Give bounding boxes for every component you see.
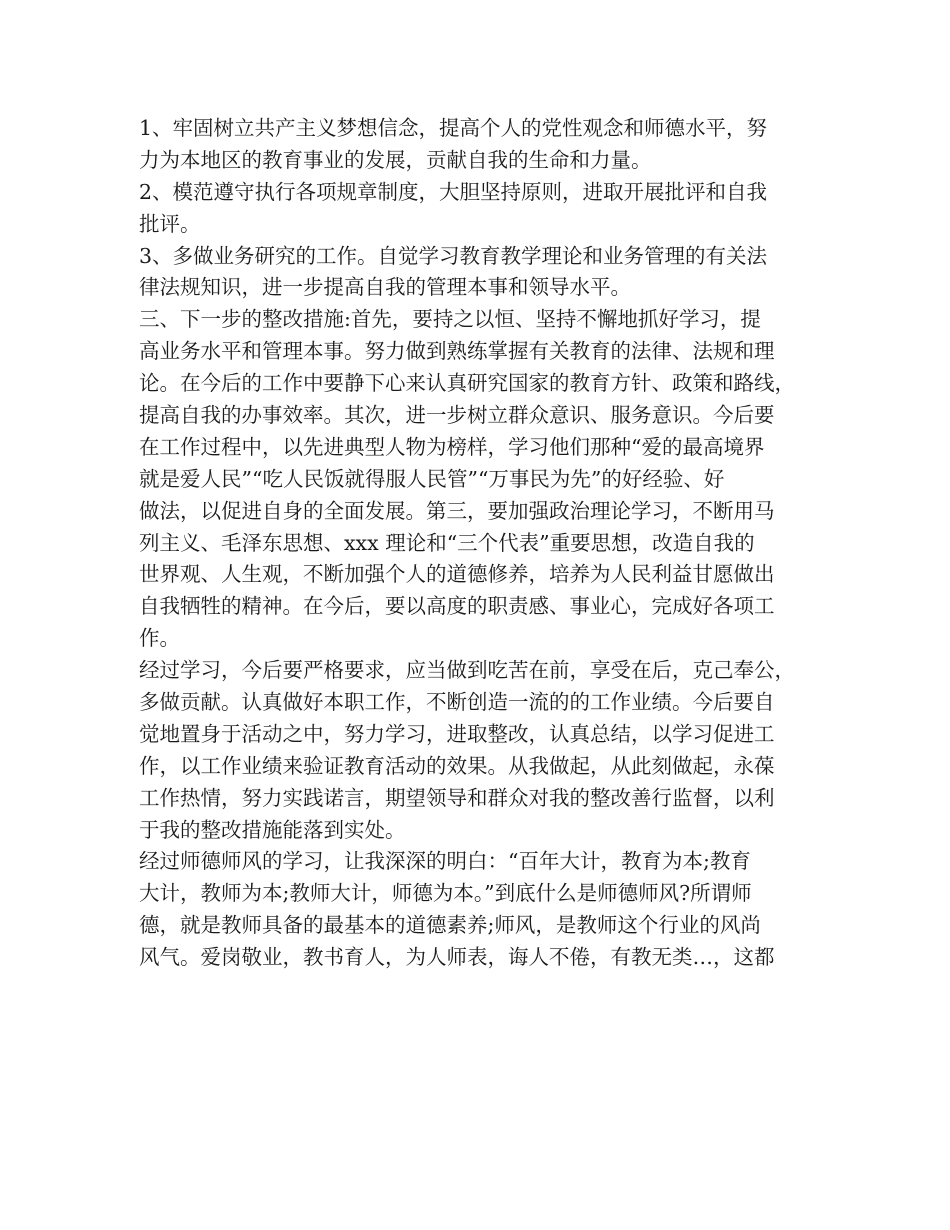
text-line: 工作热情，努力实践诺言，期望领导和群众对我的整改善行监督，以利 xyxy=(139,785,775,810)
document-body xyxy=(139,113,829,974)
text-line: 在工作过程中，以先进典型人物为榜样，学习他们那种“爱的最高境界 xyxy=(139,434,765,459)
text-line: 列主义、毛泽东思想、xxx 理论和“三个代表”重要思想，改造自我的 xyxy=(139,530,755,555)
text-line: 批评。 xyxy=(139,211,201,236)
text-line: 自我牺牲的精神。在今后，要以高度的职责感、事业心，完成好各项工 xyxy=(139,594,775,619)
text-line: 力为本地区的教育事业的发展，贡献自我的生命和力量。 xyxy=(139,147,652,172)
text-line: 于我的整改措施能落到实处。 xyxy=(139,817,406,842)
text-line: 三、下一步的整改措施:首先，要持之以恒、坚持不懈地抓好学习，提 xyxy=(139,307,761,332)
text-line: 世界观、人生观，不断加强个人的道德修养，培养为人民利益甘愿做出 xyxy=(139,562,775,587)
text-line: 2、模范遵守执行各项规章制度，大胆坚持原则，进取开展批评和自我 xyxy=(139,179,768,204)
text-line: 经过学习，今后要严格要求，应当做到吃苦在前，享受在后，克己奉公， xyxy=(139,658,795,683)
text-line: 多做贡献。认真做好本职工作，不断创造一流的的工作业绩。今后要自 xyxy=(139,690,775,715)
text-line: 做法，以促进自身的全面发展。第三，要加强政治理论学习，不断用马 xyxy=(139,498,775,523)
text-line: 1、牢固树立共产主义梦想信念，提高个人的党性观念和师德水平，努 xyxy=(139,116,768,140)
text-line: 作。 xyxy=(139,626,180,651)
text-line: 风气。爱岗敬业，教书育人，为人师表，诲人不倦，有教无类…，这都 xyxy=(139,945,775,970)
text-line: 德，就是教师具备的最基本的道德素养;师风，是教师这个行业的风尚 xyxy=(139,913,761,938)
text-line: 就是爱人民”“吃人民饭就得服人民管”“万事民为先”的好经验、好 xyxy=(139,466,725,491)
text-line: 作，以工作业绩来验证教育活动的效果。从我做起，从此刻做起，永葆 xyxy=(139,753,775,778)
text-line: 提高自我的办事效率。其次，进一步树立群众意识、服务意识。今后要 xyxy=(139,403,775,428)
text-line: 论。在今后的工作中要静下心来认真研究国家的教育方针、政策和路线， xyxy=(139,371,795,396)
text-line: 律法规知识，进一步提高自我的管理本事和领导水平。 xyxy=(139,275,631,300)
text-line: 经过师德师风的学习，让我深深的明白：“百年大计，教育为本;教育 xyxy=(139,849,751,874)
text-line: 大计，教师为本;教师大计，师德为本。”到底什么是师德师风?所谓师 xyxy=(139,881,752,906)
text-line: 高业务水平和管理本事。努力做到熟练掌握有关教育的法律、法规和理 xyxy=(139,339,775,364)
text-line: 觉地置身于活动之中，努力学习，进取整改，认真总结，以学习促进工 xyxy=(139,721,775,746)
text-line: 3、多做业务研究的工作。自觉学习教育教学理论和业务管理的有关法 xyxy=(139,243,768,268)
